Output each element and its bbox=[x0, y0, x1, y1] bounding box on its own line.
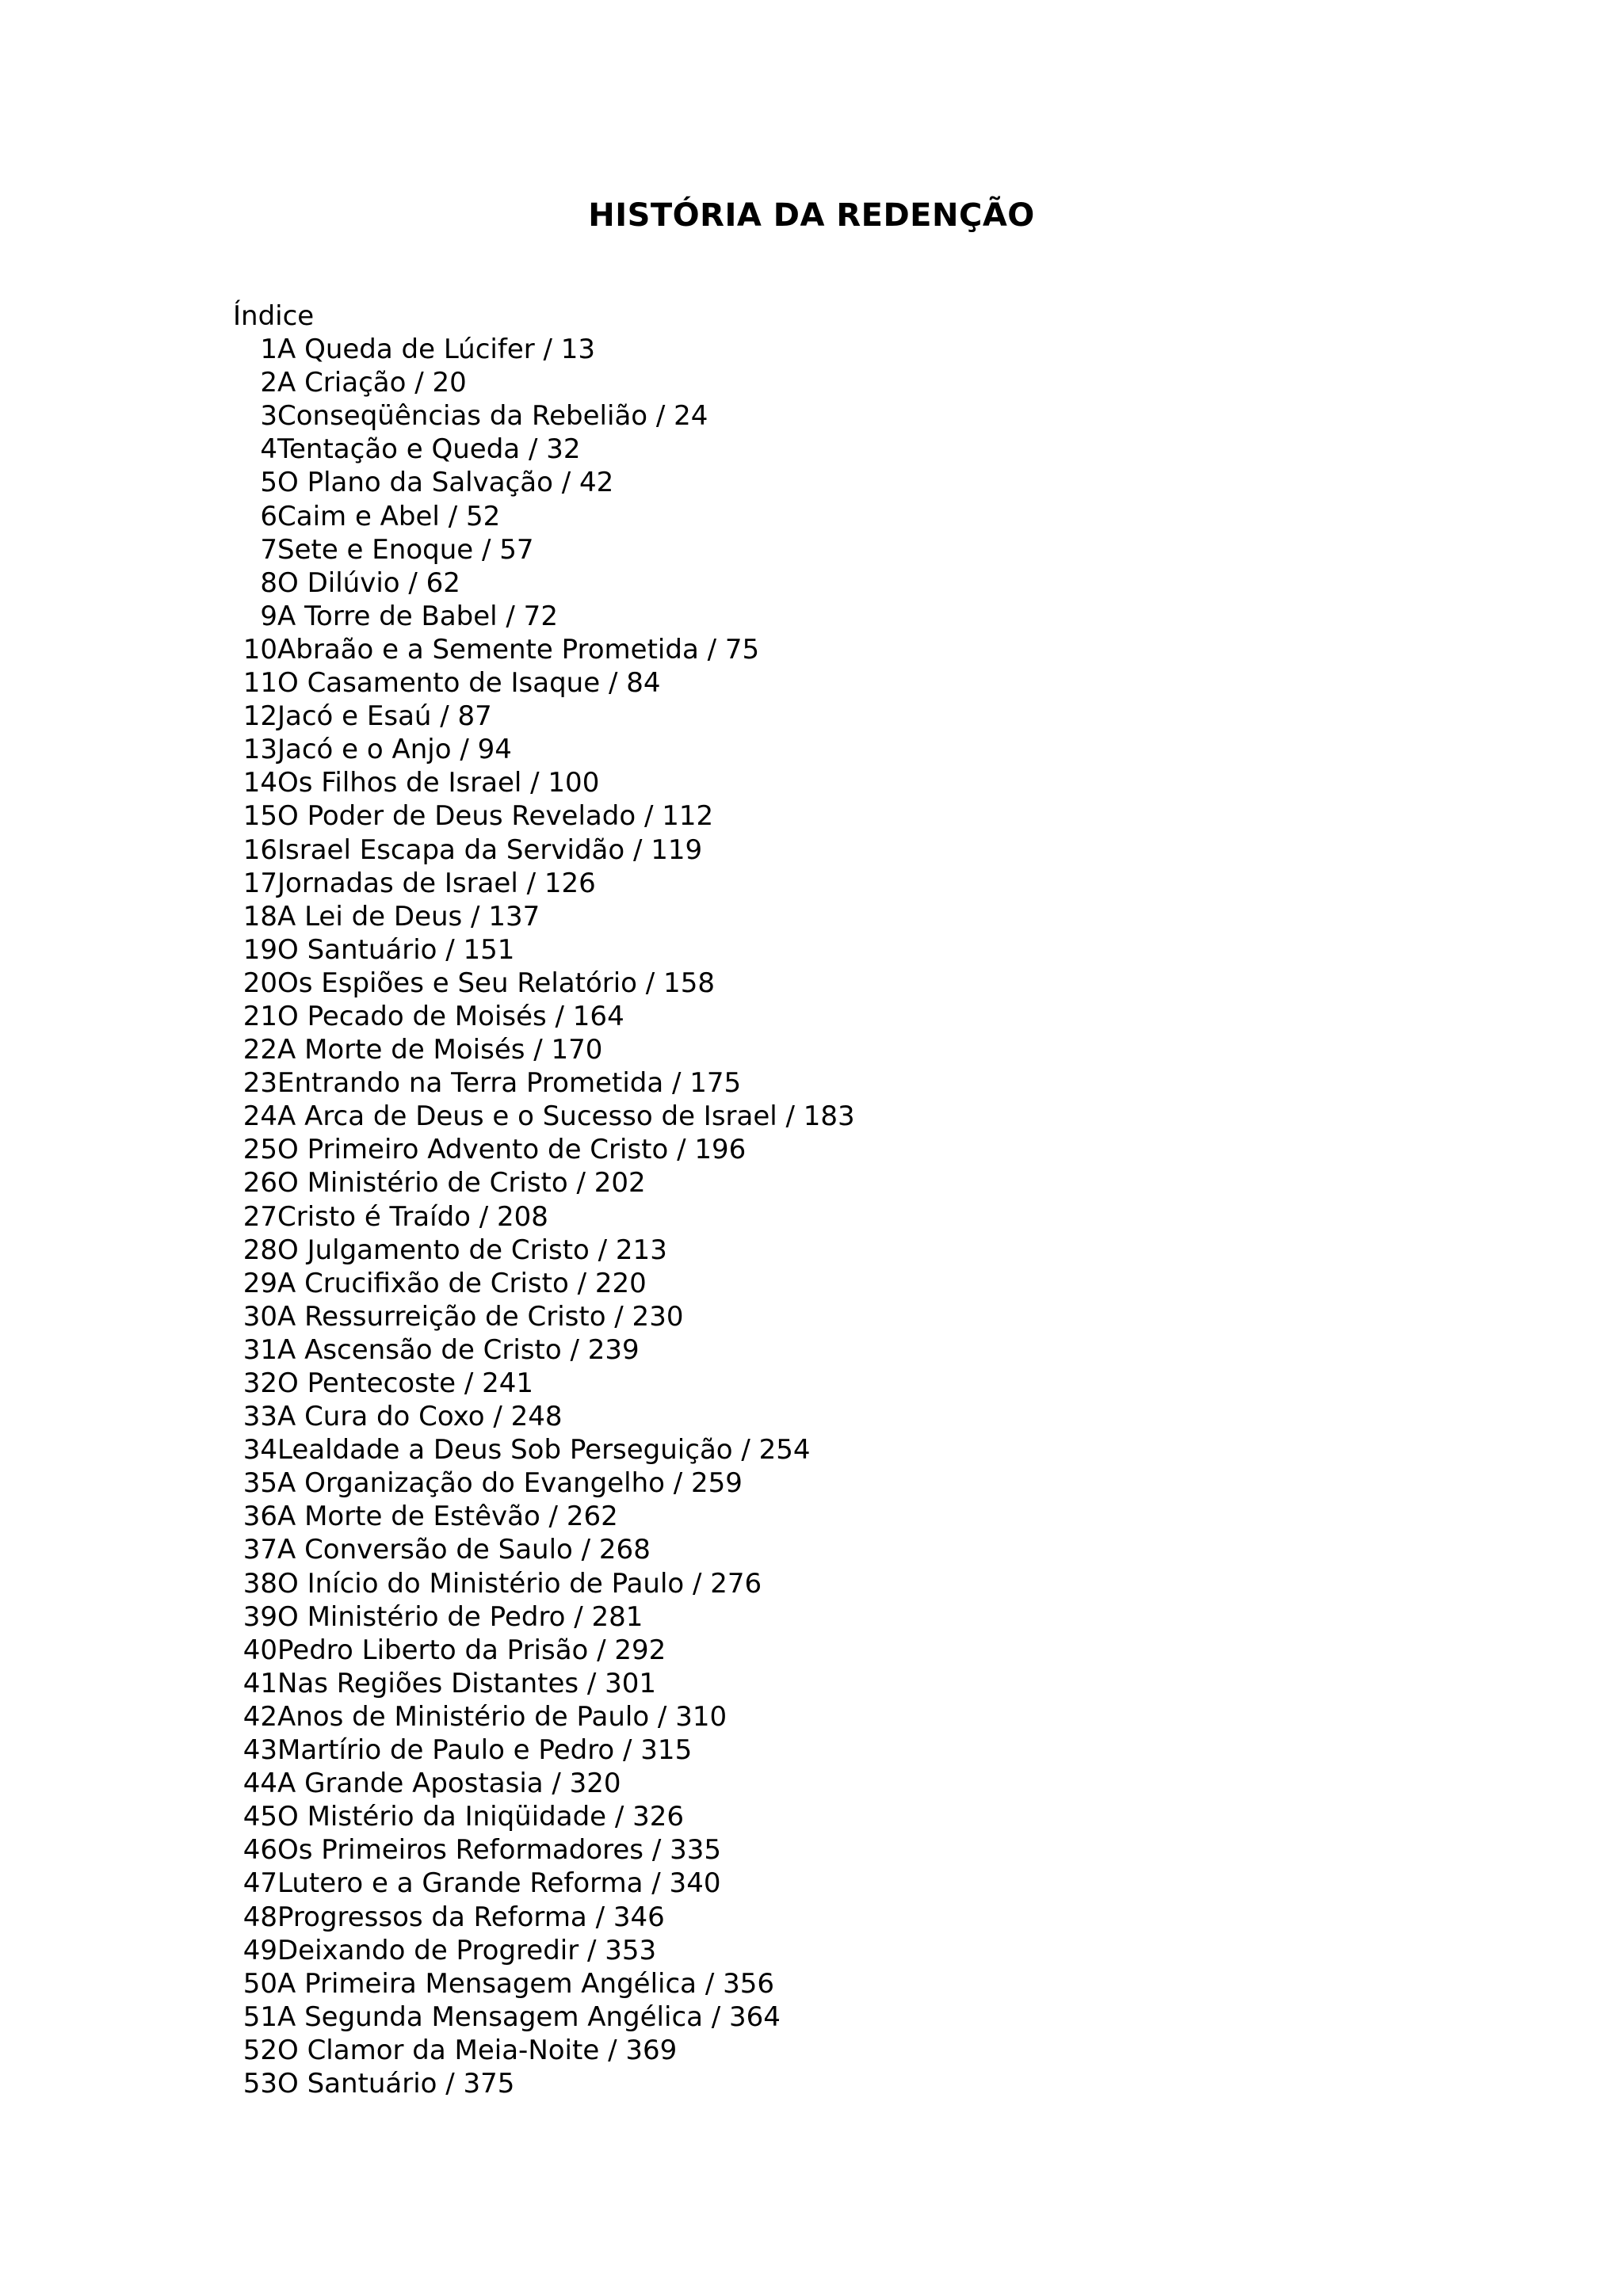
toc-entry-number: 35 bbox=[242, 1467, 277, 1500]
toc-entry-number: 10 bbox=[242, 633, 277, 666]
toc-entry-title: A Grande Apostasia / 320 bbox=[277, 1768, 621, 1800]
toc-entry bbox=[233, 1133, 1422, 1166]
toc-entry-number: 12 bbox=[242, 700, 277, 733]
toc-entry-title: Tentação e Queda / 32 bbox=[277, 433, 581, 466]
toc-entry-number: 8 bbox=[260, 566, 277, 599]
toc-entry-title: Lealdade a Deus Sob Perseguição / 254 bbox=[277, 1434, 811, 1466]
toc-entry bbox=[233, 1500, 1422, 1533]
toc-entry-title: A Conversão de Saulo / 268 bbox=[277, 1534, 651, 1566]
toc-entry-number: 23 bbox=[242, 1067, 277, 1100]
toc-entry-title: O Pecado de Moisés / 164 bbox=[277, 1000, 624, 1032]
toc-entry-number: 24 bbox=[242, 1100, 277, 1133]
toc-entry bbox=[233, 700, 1422, 733]
toc-entry bbox=[233, 399, 1422, 433]
toc-entry bbox=[233, 666, 1422, 700]
toc-entry-number: 28 bbox=[242, 1234, 277, 1266]
toc-entry bbox=[233, 1333, 1422, 1367]
toc-entry-title: Entrando na Terra Prometida / 175 bbox=[277, 1067, 742, 1100]
toc-entry-title: A Organização do Evangelho / 259 bbox=[277, 1467, 743, 1500]
toc-entry-number: 36 bbox=[242, 1501, 277, 1533]
toc-entry-number: 38 bbox=[242, 1567, 277, 1600]
table-of-contents bbox=[233, 299, 1422, 2100]
page-title: HISTÓRIA DA REDENÇÃO bbox=[588, 197, 1035, 234]
toc-entry-title: O Plano da Salvação / 42 bbox=[277, 467, 614, 499]
toc-entry bbox=[233, 633, 1422, 666]
toc-entry-title: A Lei de Deus / 137 bbox=[277, 900, 540, 933]
toc-entry bbox=[233, 1833, 1422, 1867]
toc-entry-title: O Ministério de Pedro / 281 bbox=[277, 1600, 643, 1633]
toc-entry-title: O Santuário / 151 bbox=[277, 933, 515, 966]
toc-entry bbox=[233, 600, 1422, 633]
toc-entry-number: 11 bbox=[242, 667, 277, 700]
toc-entry-number: 52 bbox=[242, 2034, 277, 2066]
toc-entry-title: O Casamento de Isaque / 84 bbox=[277, 667, 661, 700]
toc-entry-number: 43 bbox=[242, 1734, 277, 1767]
toc-entry bbox=[233, 1667, 1422, 1700]
toc-entry-title: Lutero e a Grande Reforma / 340 bbox=[277, 1867, 721, 1900]
toc-entry-number: 45 bbox=[242, 1801, 277, 1833]
toc-entry bbox=[233, 1733, 1422, 1767]
toc-entry-title: O Clamor da Meia-Noite / 369 bbox=[277, 2034, 678, 2066]
toc-entry bbox=[233, 1800, 1422, 1833]
toc-entry bbox=[233, 766, 1422, 799]
toc-entry-title: A Crucifixão de Cristo / 220 bbox=[277, 1267, 647, 1299]
toc-entry-number: 2 bbox=[260, 367, 277, 399]
toc-entry-title: A Segunda Mensagem Angélica / 364 bbox=[277, 2000, 781, 2033]
toc-entry bbox=[233, 366, 1422, 399]
toc-entry-title: Caim e Abel / 52 bbox=[277, 500, 501, 532]
toc-entry-title: A Torre de Babel / 72 bbox=[277, 600, 558, 632]
toc-entry-number: 20 bbox=[242, 967, 277, 999]
toc-entry-title: O Dilúvio / 62 bbox=[277, 566, 460, 599]
toc-entry-number: 22 bbox=[242, 1034, 277, 1066]
toc-entry-title: Progressos da Reforma / 346 bbox=[277, 1901, 665, 1933]
toc-entry bbox=[233, 2000, 1422, 2034]
toc-entry bbox=[233, 1967, 1422, 2000]
toc-entry-number: 44 bbox=[242, 1768, 277, 1800]
toc-entry-title: Israel Escapa da Servidão / 119 bbox=[277, 833, 703, 866]
toc-entry-number: 49 bbox=[242, 1934, 277, 1966]
toc-entry-title: Anos de Ministério de Paulo / 310 bbox=[277, 1700, 727, 1733]
toc-entry bbox=[233, 1533, 1422, 1566]
toc-entry-title: Jacó e Esaú / 87 bbox=[277, 700, 492, 733]
toc-entry bbox=[233, 1367, 1422, 1400]
toc-entry bbox=[233, 1901, 1422, 1934]
toc-entry bbox=[233, 1433, 1422, 1466]
toc-entry-number: 4 bbox=[260, 433, 277, 466]
toc-entry bbox=[233, 1000, 1422, 1033]
toc-entry bbox=[233, 1200, 1422, 1234]
toc-entry bbox=[233, 566, 1422, 600]
toc-entry bbox=[233, 433, 1422, 466]
toc-entry-number: 15 bbox=[242, 800, 277, 833]
toc-entry-number: 29 bbox=[242, 1267, 277, 1299]
toc-entry-title: Deixando de Progredir / 353 bbox=[277, 1934, 657, 1966]
toc-entry-number: 18 bbox=[242, 900, 277, 933]
toc-list bbox=[233, 333, 1422, 2100]
toc-entry-number: 5 bbox=[260, 467, 277, 499]
toc-entry-number: 21 bbox=[242, 1000, 277, 1032]
toc-entry-number: 17 bbox=[242, 867, 277, 899]
toc-entry-title: A Arca de Deus e o Sucesso de Israel / 183 bbox=[277, 1100, 855, 1133]
toc-entry-title: O Santuário / 375 bbox=[277, 2067, 515, 2100]
toc-entry-number: 41 bbox=[242, 1667, 277, 1699]
toc-entry-number: 27 bbox=[242, 1200, 277, 1233]
toc-entry-title: Jacó e o Anjo / 94 bbox=[277, 734, 512, 766]
toc-entry-number: 33 bbox=[242, 1401, 277, 1433]
toc-entry bbox=[233, 333, 1422, 366]
toc-entry bbox=[233, 1100, 1422, 1133]
toc-entry bbox=[233, 1767, 1422, 1800]
toc-entry-number: 3 bbox=[260, 400, 277, 433]
toc-entry bbox=[233, 1567, 1422, 1600]
toc-entry-number: 31 bbox=[242, 1333, 277, 1366]
toc-entry-number: 16 bbox=[242, 833, 277, 866]
toc-entry bbox=[233, 1033, 1422, 1066]
toc-entry bbox=[233, 1867, 1422, 1900]
toc-entry-title: A Cura do Coxo / 248 bbox=[277, 1401, 563, 1433]
toc-entry-number: 13 bbox=[242, 734, 277, 766]
toc-entry bbox=[233, 1066, 1422, 1100]
toc-entry-number: 37 bbox=[242, 1534, 277, 1566]
toc-entry-number: 25 bbox=[242, 1134, 277, 1166]
toc-entry bbox=[233, 1300, 1422, 1333]
toc-entry bbox=[233, 1934, 1422, 1967]
toc-entry-title: A Morte de Moisés / 170 bbox=[277, 1034, 603, 1066]
toc-entry bbox=[233, 1166, 1422, 1199]
toc-entry-number: 39 bbox=[242, 1600, 277, 1633]
toc-entry-number: 19 bbox=[242, 933, 277, 966]
index-heading: Índice bbox=[233, 300, 315, 332]
toc-entry-number: 40 bbox=[242, 1634, 277, 1666]
toc-entry bbox=[233, 1466, 1422, 1500]
toc-entry-number: 32 bbox=[242, 1367, 277, 1399]
toc-entry-number: 7 bbox=[260, 533, 277, 566]
toc-entry-title: A Ascensão de Cristo / 239 bbox=[277, 1333, 640, 1366]
toc-entry bbox=[233, 967, 1422, 1000]
toc-entry bbox=[233, 1267, 1422, 1300]
toc-entry-number: 47 bbox=[242, 1867, 277, 1900]
toc-entry-title: Os Primeiros Reformadores / 335 bbox=[277, 1834, 721, 1867]
toc-entry-number: 42 bbox=[242, 1700, 277, 1733]
toc-entry-title: O Pentecoste / 241 bbox=[277, 1367, 533, 1399]
toc-entry bbox=[233, 1234, 1422, 1267]
toc-entry-title: O Julgamento de Cristo / 213 bbox=[277, 1234, 667, 1266]
toc-entry-number: 48 bbox=[242, 1901, 277, 1933]
toc-entry bbox=[233, 867, 1422, 900]
toc-entry bbox=[233, 799, 1422, 833]
toc-entry-title: A Primeira Mensagem Angélica / 356 bbox=[277, 1967, 774, 2000]
toc-entry-title: O Ministério de Cristo / 202 bbox=[277, 1167, 646, 1199]
toc-entry bbox=[233, 833, 1422, 867]
toc-entry-number: 53 bbox=[242, 2067, 277, 2100]
toc-entry-title: Os Filhos de Israel / 100 bbox=[277, 767, 600, 799]
toc-entry-number: 51 bbox=[242, 2000, 277, 2033]
toc-entry-number: 26 bbox=[242, 1167, 277, 1199]
toc-entry-title: Jornadas de Israel / 126 bbox=[277, 867, 596, 899]
toc-entry-number: 9 bbox=[260, 600, 277, 632]
toc-entry-title: A Ressurreição de Cristo / 230 bbox=[277, 1300, 684, 1333]
toc-entry-title: O Mistério da Iniqüidade / 326 bbox=[277, 1801, 685, 1833]
toc-entry-title: Cristo é Traído / 208 bbox=[277, 1200, 548, 1233]
toc-entry bbox=[233, 733, 1422, 766]
toc-entry-title: Martírio de Paulo e Pedro / 315 bbox=[277, 1734, 693, 1767]
toc-entry bbox=[233, 1634, 1422, 1667]
toc-entry-title: O Primeiro Advento de Cristo / 196 bbox=[277, 1134, 747, 1166]
toc-entry-title: A Criação / 20 bbox=[277, 367, 467, 399]
toc-entry bbox=[233, 1400, 1422, 1433]
toc-entry-title: Nas Regiões Distantes / 301 bbox=[277, 1667, 657, 1699]
toc-entry-title: A Queda de Lúcifer / 13 bbox=[277, 334, 596, 366]
toc-entry-title: A Morte de Estêvão / 262 bbox=[277, 1501, 618, 1533]
toc-entry-number: 30 bbox=[242, 1300, 277, 1333]
toc-entry-number: 46 bbox=[242, 1834, 277, 1867]
toc-entry-number: 1 bbox=[260, 334, 277, 366]
toc-entry-number: 50 bbox=[242, 1967, 277, 2000]
toc-entry-title: Pedro Liberto da Prisão / 292 bbox=[277, 1634, 666, 1666]
toc-entry-title: Conseqüências da Rebelião / 24 bbox=[277, 400, 708, 433]
toc-entry-title: Abraão e a Semente Prometida / 75 bbox=[277, 633, 760, 666]
toc-entry-title: Os Espiões e Seu Relatório / 158 bbox=[277, 967, 715, 999]
toc-entry-number: 14 bbox=[242, 767, 277, 799]
toc-entry-number: 6 bbox=[260, 500, 277, 532]
toc-entry bbox=[233, 2034, 1422, 2067]
toc-entry-title: O Poder de Deus Revelado / 112 bbox=[277, 800, 714, 833]
toc-entry-title: O Início do Ministério de Paulo / 276 bbox=[277, 1567, 762, 1600]
toc-entry bbox=[233, 900, 1422, 933]
toc-entry bbox=[233, 2067, 1422, 2100]
toc-entry bbox=[233, 1600, 1422, 1634]
toc-entry bbox=[233, 466, 1422, 499]
toc-entry bbox=[233, 1700, 1422, 1733]
toc-entry bbox=[233, 500, 1422, 533]
toc-entry bbox=[233, 933, 1422, 967]
toc-entry-number: 34 bbox=[242, 1434, 277, 1466]
toc-entry-title: Sete e Enoque / 57 bbox=[277, 533, 534, 566]
toc-entry bbox=[233, 533, 1422, 566]
